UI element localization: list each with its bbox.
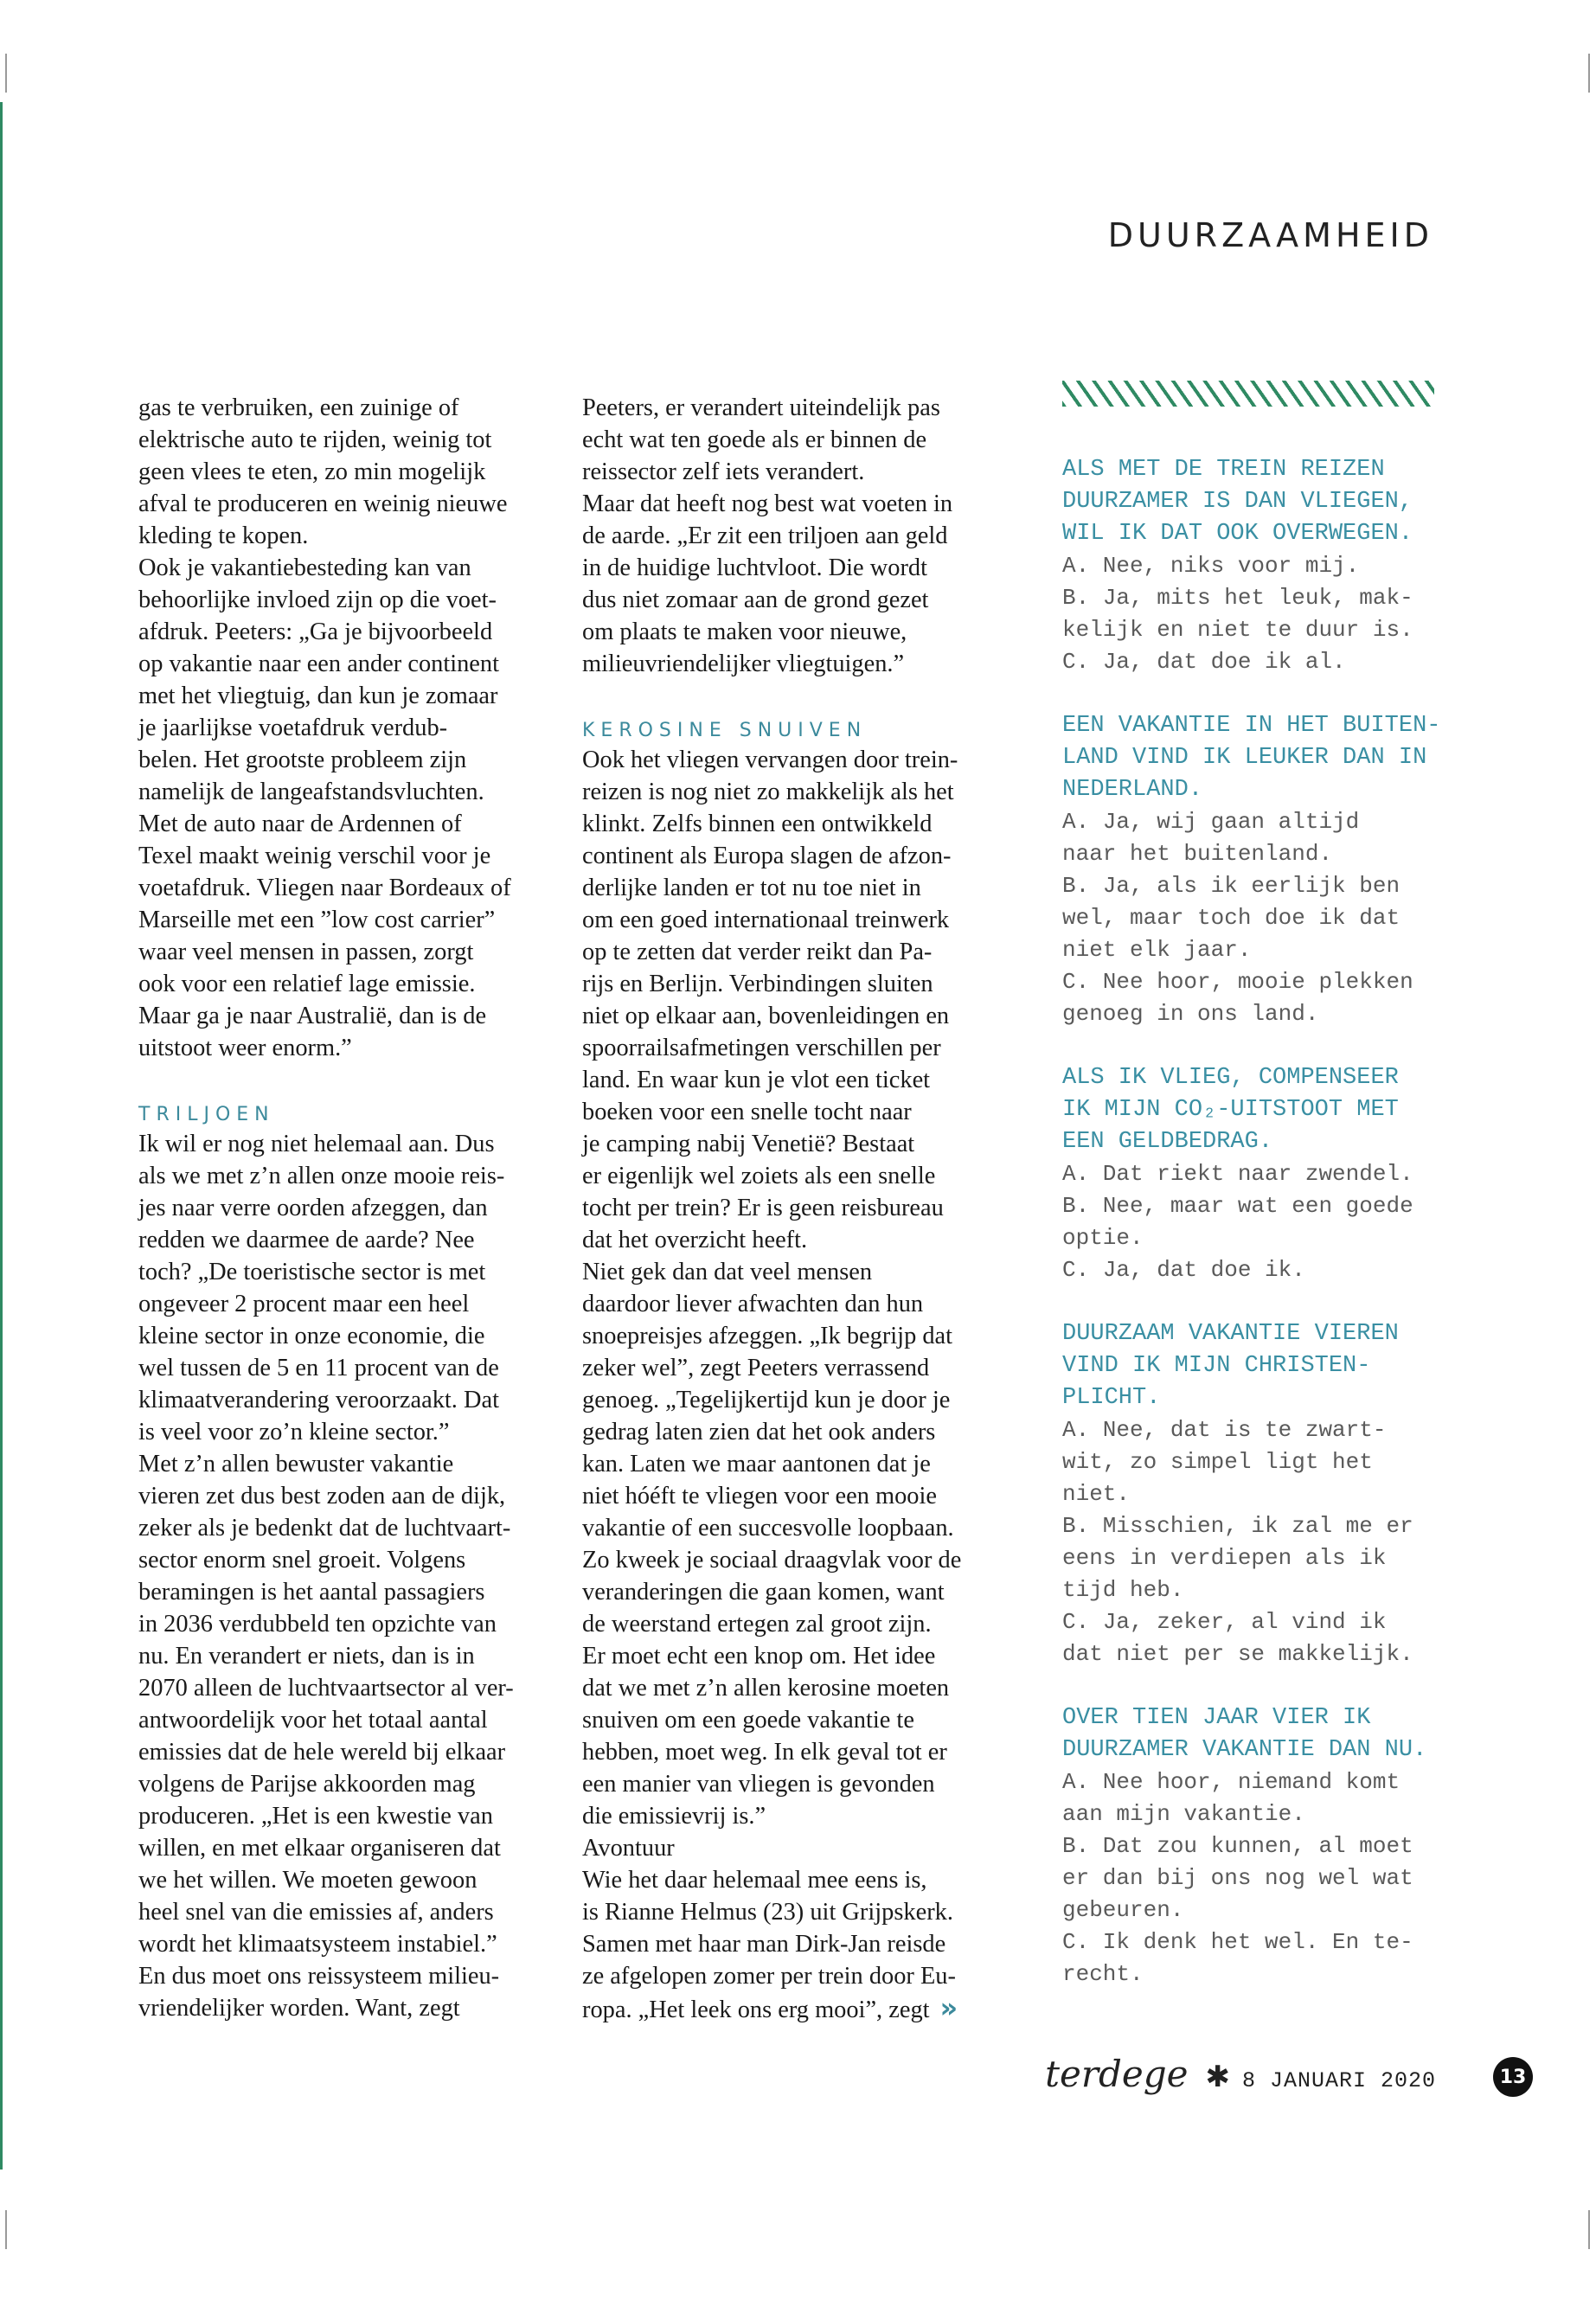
quiz-question-heading: EEN VAKANTIE IN HET BUITEN- bbox=[1062, 713, 1441, 739]
article-line: tocht per trein? Er is geen reisbureau bbox=[582, 1195, 944, 1221]
quiz-question-heading: EEN GELDBEDRAG. bbox=[1062, 1129, 1273, 1155]
article-line: wel tussen de 5 en 11 procent van de bbox=[138, 1355, 499, 1381]
article-line: niet op elkaar aan, bovenleidingen en bbox=[582, 1003, 950, 1029]
article-line: je jaarlijkse voetafdruk verdub- bbox=[138, 715, 448, 741]
quiz-answer-line: wel, maar toch doe ik dat bbox=[1062, 905, 1401, 931]
article-line: veranderingen die gaan komen, want bbox=[582, 1579, 945, 1606]
page-edge-line bbox=[0, 102, 3, 2170]
article-line: vakantie of een succesvolle loopbaan. bbox=[582, 1515, 954, 1541]
article-line: kan. Laten we maar aantonen dat je bbox=[582, 1451, 931, 1477]
article-line: Texel maakt weinig verschil voor je bbox=[138, 843, 491, 869]
article-line: daardoor liever afwachten dan hun bbox=[582, 1291, 924, 1317]
article-line: snuiven om een goede vakantie te bbox=[582, 1707, 914, 1734]
article-line: Ook het vliegen vervangen door trein- bbox=[582, 747, 958, 773]
article-line: Maar ga je naar Australië, dan is de bbox=[138, 1003, 487, 1029]
quiz-question-heading: NEDERLAND. bbox=[1062, 777, 1203, 803]
article-line: kleding te kopen. bbox=[138, 522, 309, 549]
article-line: elektrische auto te rijden, weinig tot bbox=[138, 426, 492, 453]
article-line: land. En waar kun je vlot een ticket bbox=[582, 1067, 931, 1093]
article-line: Niet gek dan dat veel mensen bbox=[582, 1259, 873, 1285]
article-line: waar veel mensen in passen, zorgt bbox=[138, 939, 474, 965]
article-line: genoeg. „Tegelijkertijd kun je door je bbox=[582, 1387, 951, 1413]
article-line: namelijk de langeafstandsvluchten. bbox=[138, 779, 484, 805]
article-line: Ook je vakantiebesteding kan van bbox=[138, 554, 471, 581]
article-line: die emissievrij is.” bbox=[582, 1803, 766, 1830]
crop-mark-bottom-left bbox=[5, 2210, 7, 2249]
article-line: om plaats te maken voor nieuwe, bbox=[582, 619, 907, 645]
article-line: snoepreisjes afzeggen. „Ik begrijp dat bbox=[582, 1323, 953, 1349]
article-line: geen vlees te eten, zo min mogelijk bbox=[138, 458, 486, 485]
article-line: Wie het daar helemaal mee eens is, bbox=[582, 1867, 927, 1894]
article-line: voetafdruk. Vliegen naar Bordeaux of bbox=[138, 875, 511, 901]
article-line: dat we met z’n allen kerosine moeten bbox=[582, 1675, 950, 1702]
article-column-2 bbox=[582, 392, 1028, 2026]
quiz-answer-line: C. Ik denk het wel. En te- bbox=[1062, 1929, 1413, 1955]
quiz-answer-line: C. Ja, dat doe ik al. bbox=[1062, 649, 1346, 675]
article-line: Zo kweek je sociaal draagvlak voor de bbox=[582, 1547, 962, 1574]
article-line: belen. Het grootste probleem zijn bbox=[138, 747, 467, 773]
quiz-answer-line: kelijk en niet te duur is. bbox=[1062, 617, 1413, 643]
article-line: hebben, moet weg. In elk geval tot er bbox=[582, 1739, 947, 1766]
article-line: vieren zet dus best zoden aan de dijk, bbox=[138, 1483, 506, 1509]
article-line: jes naar verre oorden afzeggen, dan bbox=[138, 1195, 488, 1221]
article-line: kleine sector in onze economie, die bbox=[138, 1323, 485, 1349]
issue-date: 8 JANUARI 2020 bbox=[1241, 2068, 1436, 2093]
quiz-answer-line: genoeg in ons land. bbox=[1062, 1001, 1319, 1027]
article-line: boeken voor een snelle tocht naar bbox=[582, 1099, 912, 1125]
article-line: ropa. „Het leek ons erg mooi”, zegt » bbox=[582, 1991, 952, 2024]
quiz-sidebar bbox=[1062, 381, 1443, 2022]
article-line: in 2036 verdubbeld ten opzichte van bbox=[138, 1611, 497, 1638]
article-line: echt wat ten goede als er binnen de bbox=[582, 426, 927, 453]
article-line: volgens de Parijse akkoorden mag bbox=[138, 1771, 476, 1798]
separator-star-icon: ✱ bbox=[1205, 2060, 1230, 2094]
quiz-question-heading: PLICHT. bbox=[1062, 1385, 1161, 1411]
subheading: KEROSINE SNUIVEN bbox=[582, 720, 868, 741]
paragraph-gap bbox=[582, 680, 1028, 712]
quiz-answer-line: niet elk jaar. bbox=[1062, 937, 1252, 963]
quiz-answer-line: dat niet per se makkelijk. bbox=[1062, 1641, 1413, 1667]
article-line: Marseille met een ”low cost carrier” bbox=[138, 907, 496, 933]
article-line: met het vliegtuig, dan kun je zomaar bbox=[138, 683, 498, 709]
quiz-answer-line: B. Ja, als ik eerlijk ben bbox=[1062, 873, 1401, 899]
article-line: we het willen. We moeten gewoon bbox=[138, 1867, 478, 1894]
article-line: vriendelijker worden. Want, zegt bbox=[138, 1995, 460, 2022]
quiz-question bbox=[1062, 1702, 1443, 1990]
quiz-answer-line: optie. bbox=[1062, 1225, 1144, 1251]
quiz-answer-line: naar het buitenland. bbox=[1062, 841, 1333, 867]
section-label: DUURZAAMHEID bbox=[1107, 216, 1433, 254]
article-line: rijs en Berlijn. Verbindingen sluiten bbox=[582, 971, 933, 997]
article-line: ze afgelopen zomer per trein door Eu- bbox=[582, 1963, 956, 1990]
article-line: toch? „De toeristische sector is met bbox=[138, 1259, 486, 1285]
quiz-question bbox=[1062, 1318, 1443, 1670]
article-line: continent als Europa slagen de afzon- bbox=[582, 843, 952, 869]
article-line: Met z’n allen bewuster vakantie bbox=[138, 1451, 454, 1477]
magazine-logo: terdege bbox=[1045, 2053, 1189, 2095]
article-line: Met de auto naar de Ardennen of bbox=[138, 811, 462, 837]
quiz-question bbox=[1062, 710, 1443, 1030]
continue-arrow-icon: » bbox=[939, 1991, 952, 2024]
quiz-question-heading: IK MIJN CO₂-UITSTOOT MET bbox=[1062, 1097, 1399, 1123]
article-line: milieuvriendelijker vliegtuigen.” bbox=[582, 651, 905, 677]
article-line: niet hóéft te vliegen voor een mooie bbox=[582, 1483, 937, 1509]
quiz-answer-line: A. Nee, dat is te zwart- bbox=[1062, 1417, 1387, 1443]
page-number: 13 bbox=[1493, 2057, 1533, 2097]
paragraph-gap bbox=[138, 1064, 554, 1096]
quiz-items bbox=[1062, 454, 1443, 1990]
quiz-question-heading: LAND VIND IK LEUKER DAN IN bbox=[1062, 745, 1427, 771]
quiz-question-heading: DUURZAMER IS DAN VLIEGEN, bbox=[1062, 489, 1413, 515]
quiz-answer-line: B. Ja, mits het leuk, mak- bbox=[1062, 585, 1413, 611]
article-line: uitstoot weer enorm.” bbox=[138, 1035, 352, 1061]
article-line: nu. En verandert er niets, dan is in bbox=[138, 1643, 475, 1670]
article-line: heel snel van die emissies af, anders bbox=[138, 1899, 494, 1926]
article-line: ongeveer 2 procent maar een heel bbox=[138, 1291, 470, 1317]
article-line: als we met z’n allen onze mooie reis- bbox=[138, 1163, 505, 1189]
quiz-question-heading: ALS MET DE TREIN REIZEN bbox=[1062, 457, 1385, 483]
article-line: een manier van vliegen is gevonden bbox=[582, 1771, 935, 1798]
article-line: Maar dat heeft nog best wat voeten in bbox=[582, 490, 953, 517]
crop-mark-top-left bbox=[5, 54, 7, 93]
quiz-answer-line: A. Nee hoor, niemand komt bbox=[1062, 1769, 1401, 1795]
article-line: produceren. „Het is een kwestie van bbox=[138, 1803, 493, 1830]
quiz-question bbox=[1062, 1062, 1443, 1286]
article-line: derlijke landen er tot nu toe niet in bbox=[582, 875, 921, 901]
quiz-answer-line: C. Ja, zeker, al vind ik bbox=[1062, 1609, 1387, 1635]
article-line: ook voor een relatief lage emissie. bbox=[138, 971, 476, 997]
quiz-answer-line: B. Dat zou kunnen, al moet bbox=[1062, 1833, 1413, 1859]
quiz-answer-line: A. Nee, niks voor mij. bbox=[1062, 553, 1360, 579]
quiz-question-heading: OVER TIEN JAAR VIER IK bbox=[1062, 1705, 1371, 1731]
article-line: Samen met haar man Dirk-Jan reisde bbox=[582, 1931, 946, 1958]
quiz-answer-line: eens in verdiepen als ik bbox=[1062, 1545, 1387, 1571]
quiz-question-heading: ALS IK VLIEG, COMPENSEER bbox=[1062, 1065, 1399, 1091]
article-line: is veel voor zo’n kleine sector.” bbox=[138, 1419, 450, 1445]
quiz-answer-line: aan mijn vakantie. bbox=[1062, 1801, 1305, 1827]
hatch-divider bbox=[1062, 381, 1434, 407]
article-line: 2070 alleen de luchtvaartsector al ver- bbox=[138, 1675, 514, 1702]
article-line: emissies dat de hele wereld bij elkaar bbox=[138, 1739, 506, 1766]
article-line: de weerstand ertegen zal groot zijn. bbox=[582, 1611, 932, 1638]
quiz-answer-line: A. Dat riekt naar zwendel. bbox=[1062, 1161, 1413, 1187]
article-line: om een goed internationaal treinwerk bbox=[582, 907, 950, 933]
quiz-answer-line: A. Ja, wij gaan altijd bbox=[1062, 809, 1360, 835]
article-line: zeker wel”, zegt Peeters verrassend bbox=[582, 1355, 930, 1381]
quiz-answer-line: C. Nee hoor, mooie plekken bbox=[1062, 969, 1413, 995]
quiz-answer-line: gebeuren. bbox=[1062, 1897, 1184, 1923]
article-line: Avontuur bbox=[582, 1835, 675, 1862]
quiz-answer-line: recht. bbox=[1062, 1961, 1144, 1987]
article-line: afdruk. Peeters: „Ga je bijvoorbeeld bbox=[138, 619, 493, 645]
crop-mark-bottom-right bbox=[1588, 2210, 1590, 2249]
quiz-question bbox=[1062, 454, 1443, 678]
article-line: reizen is nog niet zo makkelijk als het bbox=[582, 779, 954, 805]
article-line: er eigenlijk wel zoiets als een snelle bbox=[582, 1163, 936, 1189]
quiz-question-heading: DUURZAMER VAKANTIE DAN NU. bbox=[1062, 1737, 1427, 1763]
article-line: dus niet zomaar aan de grond gezet bbox=[582, 586, 929, 613]
article-line: reissector zelf iets verandert. bbox=[582, 458, 865, 485]
article-line: in de huidige luchtvloot. Die wordt bbox=[582, 554, 927, 581]
article-line: klinkt. Zelfs binnen een ontwikkeld bbox=[582, 811, 933, 837]
article-line: op vakantie naar een ander continent bbox=[138, 651, 499, 677]
article-line: afval te produceren en weinig nieuwe bbox=[138, 490, 508, 517]
quiz-question-heading: DUURZAAM VAKANTIE VIEREN bbox=[1062, 1321, 1399, 1347]
article-line: gedrag laten zien dat het ook anders bbox=[582, 1419, 936, 1445]
article-line: is Rianne Helmus (23) uit Grijpskerk. bbox=[582, 1899, 953, 1926]
article-line: willen, en met elkaar organiseren dat bbox=[138, 1835, 501, 1862]
article-line: antwoordelijk voor het totaal aantal bbox=[138, 1707, 488, 1734]
subheading: TRILJOEN bbox=[138, 1104, 275, 1125]
quiz-answer-line: B. Misschien, ik zal me er bbox=[1062, 1513, 1413, 1539]
quiz-answer-line: er dan bij ons nog wel wat bbox=[1062, 1865, 1413, 1891]
quiz-answer-line: wit, zo simpel ligt het bbox=[1062, 1449, 1373, 1475]
article-line: En dus moet ons reissysteem milieu- bbox=[138, 1963, 500, 1990]
article-line: je camping nabij Venetië? Bestaat bbox=[582, 1131, 915, 1157]
article-line: redden we daarmee de aarde? Nee bbox=[138, 1227, 475, 1253]
article-line: Er moet echt een knop om. Het idee bbox=[582, 1643, 936, 1670]
article-line: de aarde. „Er zit een triljoen aan geld bbox=[582, 522, 948, 549]
crop-mark-top-right bbox=[1588, 54, 1590, 93]
quiz-answer-line: B. Nee, maar wat een goede bbox=[1062, 1193, 1413, 1219]
article-line: beramingen is het aantal passagiers bbox=[138, 1579, 485, 1606]
quiz-question-heading: VIND IK MIJN CHRISTEN- bbox=[1062, 1353, 1371, 1379]
footer bbox=[1045, 2053, 1436, 2095]
article-line: klimaatverandering veroorzaakt. Dat bbox=[138, 1387, 499, 1413]
quiz-answer-line: niet. bbox=[1062, 1481, 1131, 1507]
quiz-answer-line: tijd heb. bbox=[1062, 1577, 1184, 1603]
quiz-question-heading: WIL IK DAT OOK OVERWEGEN. bbox=[1062, 521, 1413, 547]
article-column-1 bbox=[138, 392, 554, 2024]
article-line: Ik wil er nog niet helemaal aan. Dus bbox=[138, 1131, 495, 1157]
article-line: zeker als je bedenkt dat de luchtvaart- bbox=[138, 1515, 511, 1541]
article-line: wordt het klimaatsysteem instabiel.” bbox=[138, 1931, 497, 1958]
article-line: op te zetten dat verder reikt dan Pa- bbox=[582, 939, 933, 965]
article-line: spoorrailsafmetingen verschillen per bbox=[582, 1035, 941, 1061]
article-line: sector enorm snel groeit. Volgens bbox=[138, 1547, 466, 1574]
article-line: dat het overzicht heeft. bbox=[582, 1227, 808, 1253]
article-line: behoorlijke invloed zijn op die voet- bbox=[138, 586, 497, 613]
article-line: gas te verbruiken, een zuinige of bbox=[138, 394, 459, 421]
quiz-answer-line: C. Ja, dat doe ik. bbox=[1062, 1257, 1305, 1283]
article-line: Peeters, er verandert uiteindelijk pas bbox=[582, 394, 940, 421]
